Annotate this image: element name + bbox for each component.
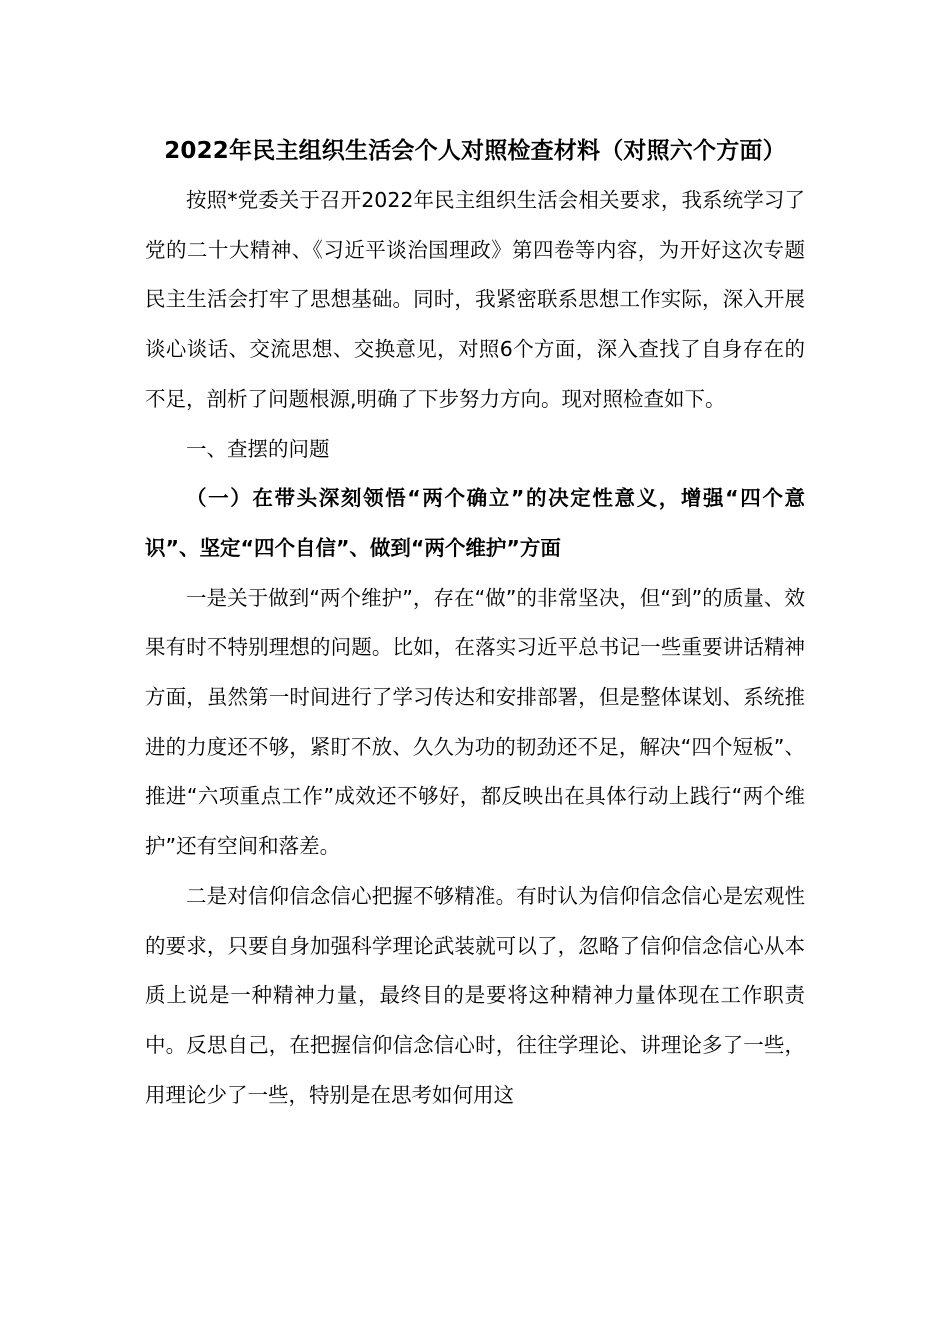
document-page: [145, 126, 805, 1120]
subsection-heading-1: （一）在带头深刻领悟“两个确立”的决定性意义，增强“四个意识”、坚定“四个自信”、做到“两个维护”方面: [145, 486, 805, 560]
body-paragraph-2: 二是对信仰信念信心把握不够精准。有时认为信仰信念信心是宏观性的要求，只要自身加强科学理论武装就可以了，忽略了信仰信念信心从本质上说是一种精神力量，最终目的是要将这种精神力量体现在工作职责中。反思自己，在把握信仰信念信心时，往往学理论、讲理论多了一些，用理论少了一些，特别是在思考如何用这: [145, 883, 805, 1107]
document-title: 2022年民主组织生活会个人对照检查材料（对照六个方面）: [164, 138, 786, 164]
body-paragraph-1: 一是关于做到“两个维护”，存在“做”的非常坚决，但“到”的质量、效果有时不特别理想的问题。比如，在落实习近平总书记一些重要讲话精神方面，虽然第一时间进行了学习传达和安排部署，但是整体谋划、系统推进的力度还不够，紧盯不放、久久为功的韧劲还不足，解决“四个短板”、推进“六项重点工作”成效还不够好，都反映出在具体行动上践行“两个维护”还有空间和落差。: [145, 585, 805, 859]
section-heading-problems: 一、查摆的问题: [186, 436, 330, 461]
intro-paragraph: 按照*党委关于召开2022年民主组织生活会相关要求，我系统学习了党的二十大精神、《习近平谈治国理政》第四卷等内容，为开好这次专题民主生活会打牢了思想基础。同时，我紧密联系思想工作实际，深入开展谈心谈话、交流思想、交换意见，对照6个方面，深入查找了自身存在的不足，剖析了问题根源,明确了下步努力方向。现对照检查如下。: [145, 188, 805, 411]
